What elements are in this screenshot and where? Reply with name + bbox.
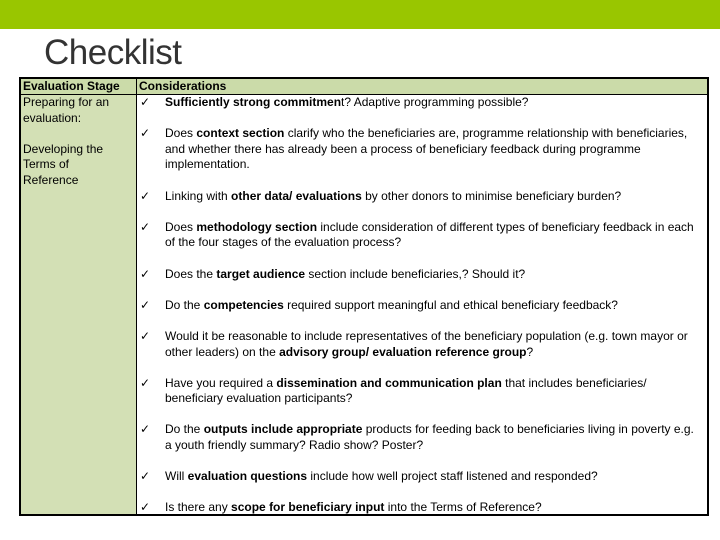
item-text: Linking with [165, 188, 232, 203]
item-text: t? Adaptive programming possible? [341, 95, 529, 109]
item-bold-text: scope for beneficiary input [231, 500, 385, 515]
checklist-item [137, 469, 707, 485]
item-bold-text: evaluation questions [187, 469, 308, 484]
checkmark-icon: ✓ [140, 297, 151, 312]
stage-preparing: Preparing for an evaluation: [23, 95, 110, 125]
item-bold-text: competencies [203, 297, 284, 312]
checkmark-icon: ✓ [140, 375, 151, 390]
item-text: Does [165, 219, 197, 234]
item-bold-text: context section [196, 126, 285, 141]
checklist-item [137, 267, 707, 283]
item-bold-text: dissemination and communication plan [276, 375, 502, 390]
checklist-item [137, 376, 707, 407]
checkmark-icon: ✓ [140, 95, 151, 109]
column-divider [136, 79, 137, 94]
stage-column [21, 95, 137, 514]
checklist-item [137, 298, 707, 314]
checkmark-icon: ✓ [140, 328, 151, 343]
item-text: ? [526, 344, 534, 359]
checklist-item [137, 126, 707, 173]
item-text: Does the [165, 266, 217, 281]
item-text: section include beneficiaries,? Should it? [305, 266, 526, 281]
item-bold-text: Sufficiently strong commitmen [165, 95, 342, 109]
item-text: clarify who the beneficiaries are, programme relationship with beneficiaries, and whether there has already been a process of beneficiary feedback during programme implementation. [165, 126, 688, 172]
item-text: Have you required a [165, 375, 277, 390]
checkmark-icon: ✓ [140, 422, 151, 437]
checkmark-icon: ✓ [140, 266, 151, 281]
checklist-item [137, 500, 707, 516]
item-bold-text: methodology section [196, 219, 318, 234]
item-text: Does [165, 126, 197, 141]
checkmark-icon: ✓ [140, 500, 151, 515]
checkmark-icon: ✓ [140, 126, 151, 141]
header-considerations: Considerations [139, 79, 227, 93]
checklist-item [137, 422, 707, 453]
item-bold-text: outputs include appropriate [203, 422, 363, 437]
item-text: include how well project staff listened and responded? [307, 469, 598, 484]
header-evaluation-stage: Evaluation Stage [23, 79, 120, 93]
page-title: Checklist [44, 33, 182, 72]
item-text: Do the [165, 297, 204, 312]
item-text: required support meaningful and ethical beneficiary feedback? [283, 297, 618, 312]
checkmark-icon: ✓ [140, 188, 151, 203]
item-bold-text: target audience [216, 266, 306, 281]
item-text: that includes beneficiaries/ beneficiary evaluation participants? [165, 375, 647, 406]
checklist-item [137, 95, 707, 111]
item-bold-text: other data/ evaluations [231, 188, 362, 203]
item-text: Do the [165, 422, 204, 437]
item-text: products for feeding back to beneficiaries living in poverty e.g. a youth friendly summary? Radio show? Poster? [165, 422, 694, 453]
item-bold-text: advisory group/ evaluation reference group [279, 344, 527, 359]
item-text: by other donors to minimise beneficiary burden? [361, 188, 622, 203]
checklist-item [137, 329, 707, 360]
table-header-row [21, 79, 707, 95]
checkmark-icon: ✓ [140, 219, 151, 234]
checkmark-icon: ✓ [140, 469, 151, 484]
considerations-list [137, 95, 707, 532]
checklist-item [137, 220, 707, 251]
checklist-table [19, 77, 709, 516]
stage-developing-tor: Developing the Terms of Reference [23, 141, 104, 187]
checklist-item [137, 189, 707, 205]
item-text: Is there any [165, 500, 232, 515]
top-accent-bar [0, 0, 720, 29]
item-text: Would it be reasonable to include representatives of the beneficiary population (e.g. town mayor or other leaders) on the [165, 328, 688, 359]
item-text: Will [165, 469, 188, 484]
item-text: into the Terms of Reference? [384, 500, 542, 515]
item-text: include consideration of different types of beneficiary feedback in each of the four stages of the evaluation process? [165, 219, 694, 250]
